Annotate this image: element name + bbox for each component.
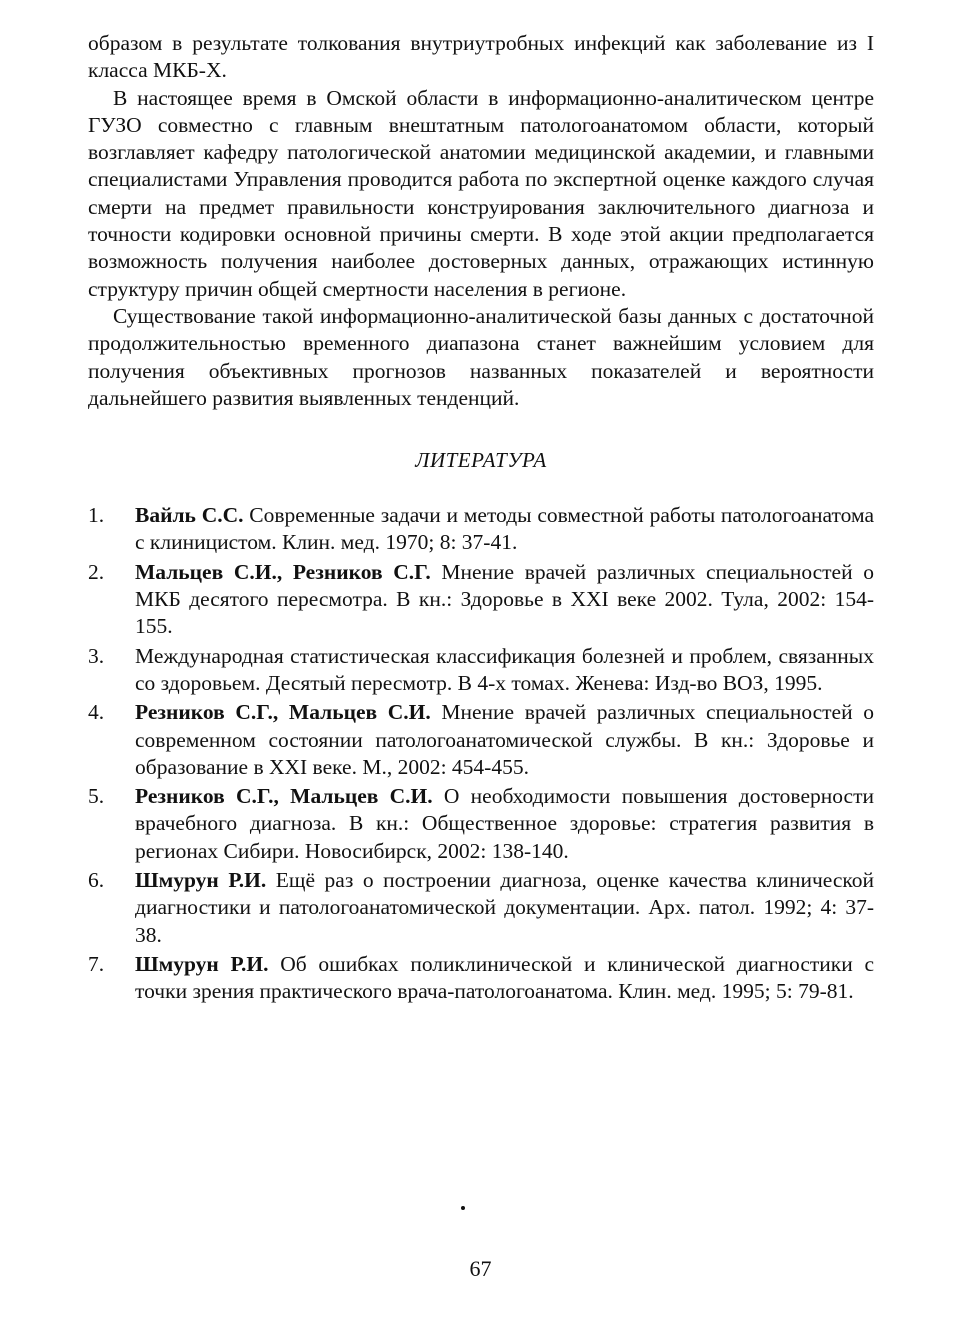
reference-authors: Шмурун Р.И. <box>135 868 267 893</box>
reference-text: Ещё раз о построении диагноза, оценке качества клинической диагностики и патологоанатомической документации. Арх. патол. 1992; 4: 37-38. <box>135 868 874 947</box>
reference-authors: Шмурун Р.И. <box>135 951 269 976</box>
paragraph-database-conclusion: Существование такой информационно-аналитической базы данных с достаточной продолжительностью временного диапазона станет важнейшим условием для получения объективных прогнозов названных показателей и вероятности дальнейшего развития выявленных тенденций. <box>88 303 874 410</box>
reference-item <box>88 699 874 781</box>
literature-heading: ЛИТЕРАТУРА <box>415 448 547 473</box>
reference-item <box>88 643 874 698</box>
reference-number: 4. <box>88 700 105 725</box>
reference-item <box>88 559 874 641</box>
reference-authors: Вайль С.С. <box>135 503 244 528</box>
reference-number: 1. <box>88 503 105 528</box>
page-content <box>88 30 874 1008</box>
reference-number: 5. <box>88 784 105 809</box>
reference-authors: Резников С.Г., Мальцев С.И. <box>135 700 431 725</box>
reference-text: О необходимости повышения достоверности врачебного диагноза. В кн.: Общественное здоровье: стратегия развития в регионах Сибири. Новосибирск, 2002: 138-140. <box>135 784 874 863</box>
page-number: 67 <box>469 1256 492 1281</box>
reference-authors: Резников С.Г., Мальцев С.И. <box>135 784 433 809</box>
reference-number: 7. <box>88 951 105 976</box>
print-speck-dot <box>461 1206 465 1210</box>
reference-authors: Мальцев С.И., Резников С.Г. <box>135 559 431 584</box>
reference-text: Об ошибках поликлинической и клинической диагностики с точки зрения практического врача-патологоанатома. Клин. мед. 1995; 5: 79-81. <box>135 951 874 1004</box>
reference-list <box>88 502 874 1005</box>
reference-item <box>88 502 874 557</box>
reference-item <box>88 783 874 865</box>
paragraph-continuation: образом в результате толкования внутриутробных инфекций как заболевание из I класса МКБ-X. <box>88 31 874 83</box>
reference-text: Мнение врачей различных специальностей о современном состоянии патологоанатомической службы. В кн.: Здоровье и образование в XXI веке. М., 2002: 454-455. <box>135 700 874 779</box>
reference-text: Современные задачи и методы совместной работы патологоанатома с клиницистом. Клин. мед. 1970; 8: 37-41. <box>135 503 874 555</box>
reference-item <box>88 867 874 949</box>
reference-number: 6. <box>88 868 105 893</box>
reference-text: Мнение врачей различных специальностей о МКБ десятого пересмотра. В кн.: Здоровье в XXI веке 2002. Тула, 2002: 154-155. <box>135 559 874 639</box>
reference-number: 2. <box>88 559 105 584</box>
reference-number: 3. <box>88 643 105 668</box>
reference-text: Международная статистическая классификация болезней и проблем, связанных со здоровьем. Десятый пересмотр. В 4-х томах. Женева: Изд-во ВОЗ, 1995. <box>135 643 874 695</box>
reference-item <box>88 951 874 1006</box>
paragraph-omsk-expert-work: В настоящее время в Омской области в информационно-аналитическом центре ГУЗО совместно с главным внештатным патологоанатомом области, который возглавляет кафедру патологической анатомии медицинской академии, и главными специалистами Управления проводится работа по экспертной оценке каждого случая смерти на предмет правильности конструирования заключительного диагноза и точности кодировки основной причины смерти. В ходе этой акции предполагается возможность получения наиболее достоверных данных, отражающих истинную структуру причин общей смертности населения в регионе. <box>88 85 874 301</box>
